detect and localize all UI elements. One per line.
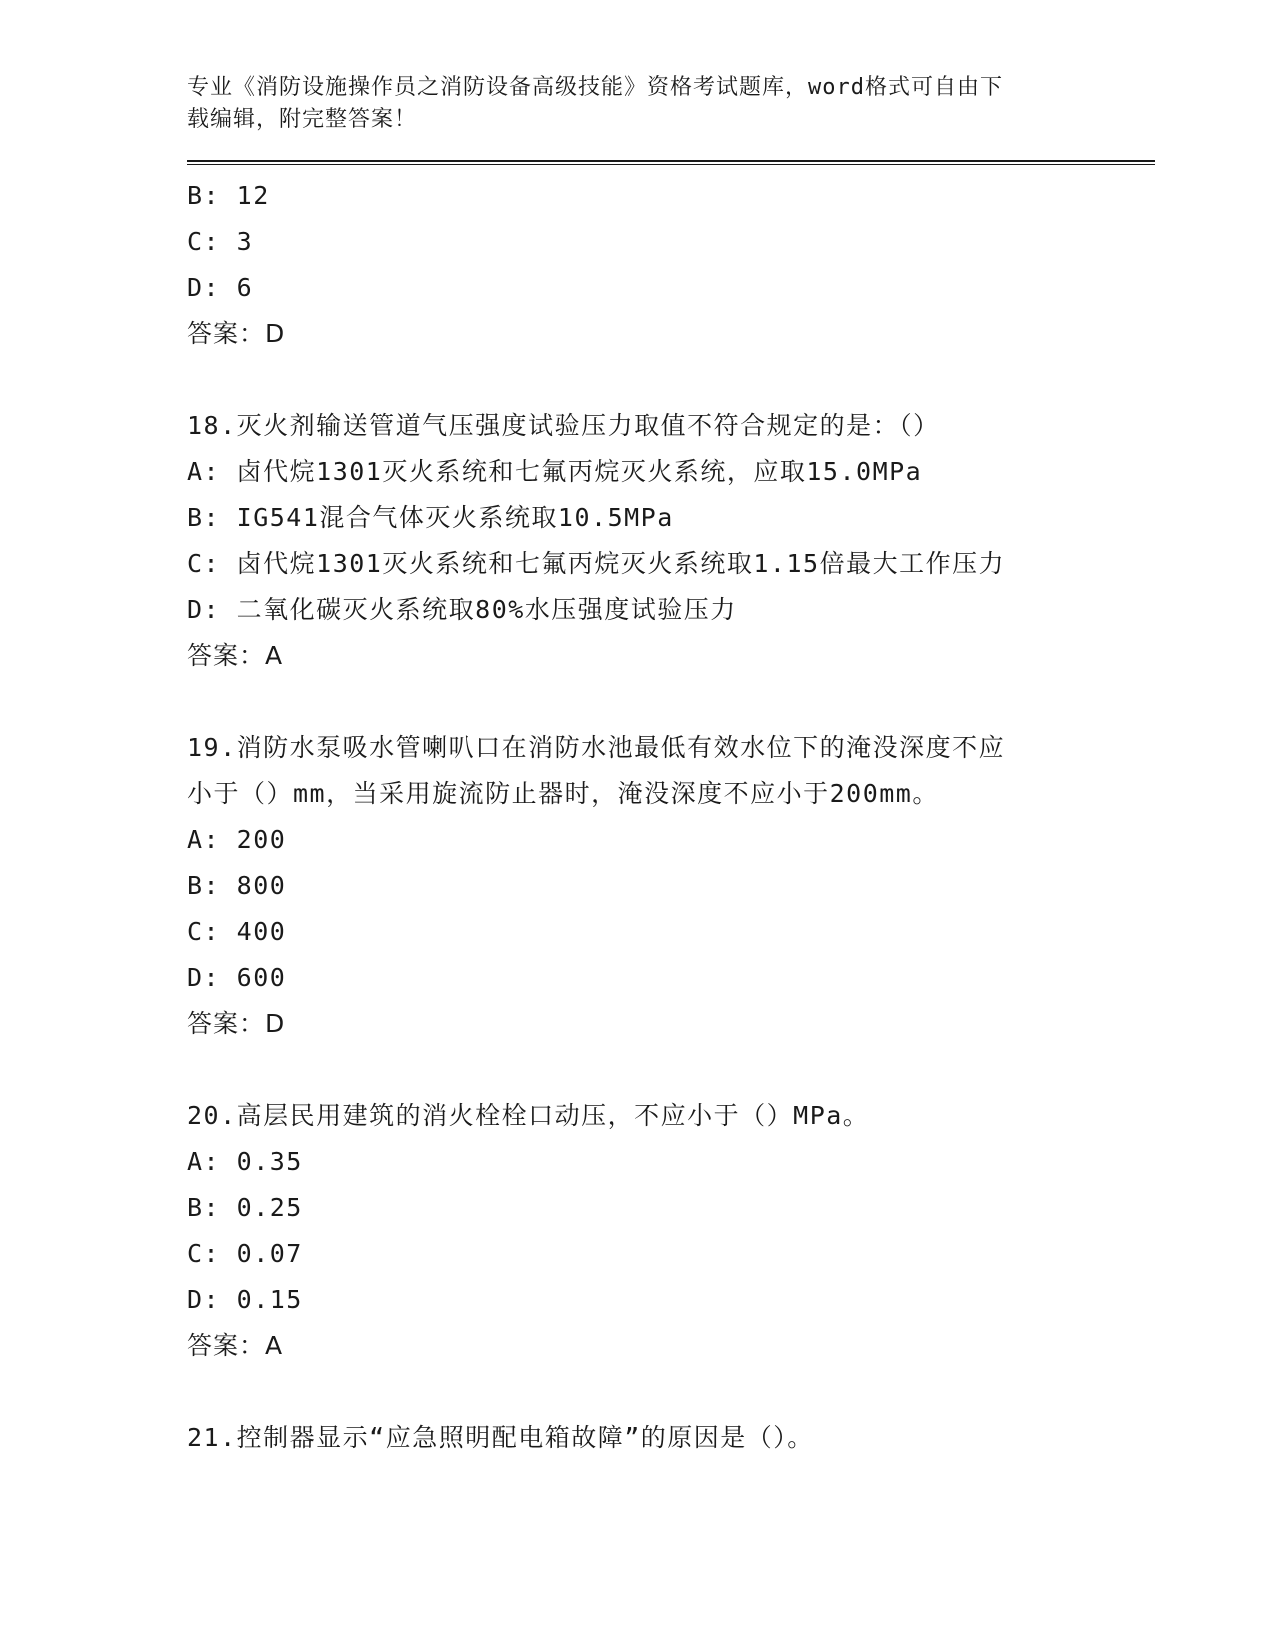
option-d: D: 0.15 (187, 1285, 303, 1314)
header-line-1: 专业《消防设施操作员之消防设备高级技能》资格考试题库，word格式可自由下 (187, 75, 1003, 100)
option-c: C: 卤代烷1301灭火系统和七氟丙烷灭火系统取1.15倍最大工作压力 (187, 549, 1006, 578)
option-b: B: IG541混合气体灭火系统取10.5MPa (187, 503, 674, 532)
answer-line: 答案：D (187, 1009, 286, 1038)
answer-line: 答案：A (187, 641, 284, 670)
option-b: B: 800 (187, 871, 287, 900)
option-a: A: 0.35 (187, 1147, 303, 1176)
option-a: A: 200 (187, 825, 287, 854)
answer-line: 答案：D (187, 319, 286, 348)
option-d: D: 6 (187, 273, 254, 302)
question-text: 21.控制器显示“应急照明配电箱故障”的原因是（）。 (187, 1423, 814, 1452)
answer-line: 答案：A (187, 1331, 284, 1360)
question-text-line-1: 19.消防水泵吸水管喇叭口在消防水池最低有效水位下的淹没深度不应 (187, 733, 1006, 762)
question-text-line-2: 小于（）mm，当采用旋流防止器时，淹没深度不应小于200mm。 (187, 779, 939, 808)
header-line-2: 载编辑，附完整答案！ (187, 107, 418, 132)
spacer (187, 357, 1147, 403)
spacer (187, 1047, 1147, 1093)
option-c: C: 0.07 (187, 1239, 303, 1268)
option-c: C: 400 (187, 917, 287, 946)
question-21 (187, 1415, 1147, 1461)
option-b: B: 0.25 (187, 1193, 303, 1222)
option-c: C: 3 (187, 227, 254, 256)
option-d: D: 二氧化碳灭火系统取80%水压强度试验压力 (187, 595, 737, 624)
option-d: D: 600 (187, 963, 287, 992)
document-header (187, 72, 1067, 136)
question-list (187, 173, 1147, 1461)
question-18 (187, 403, 1147, 679)
question-17-tail (187, 173, 1147, 357)
question-20 (187, 1093, 1147, 1369)
option-b: B: 12 (187, 181, 270, 210)
spacer (187, 1369, 1147, 1415)
header-divider (187, 160, 1155, 165)
question-text: 20.高层民用建筑的消火栓栓口动压，不应小于（）MPa。 (187, 1101, 870, 1130)
question-19 (187, 725, 1147, 1047)
question-text: 18.灭火剂输送管道气压强度试验压力取值不符合规定的是：（） (187, 411, 940, 440)
option-a: A: 卤代烷1301灭火系统和七氟丙烷灭火系统，应取15.0MPa (187, 457, 923, 486)
document-page (187, 72, 1147, 1461)
spacer (187, 679, 1147, 725)
